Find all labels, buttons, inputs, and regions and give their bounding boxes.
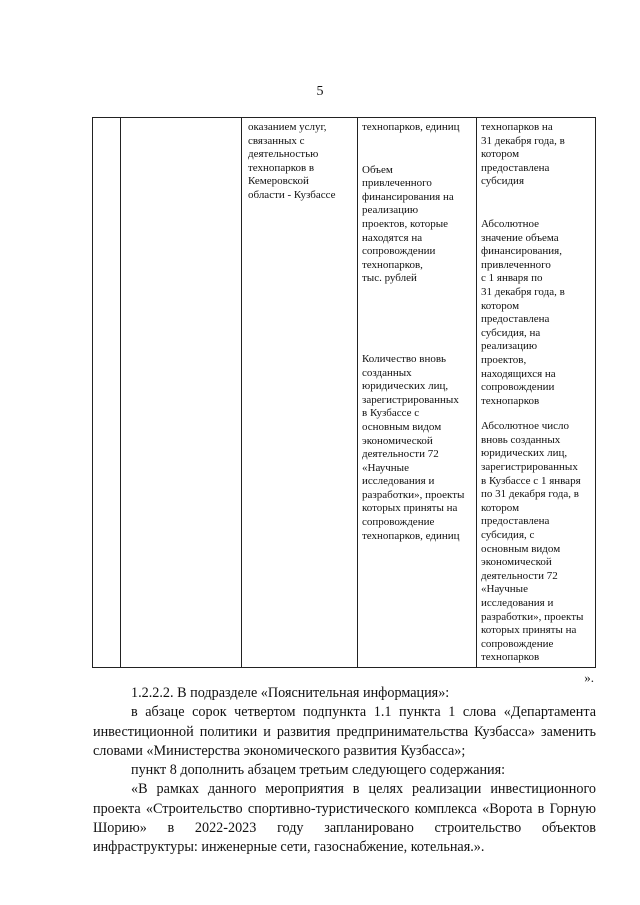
task-description: оказанием услуг, связанных с деятельностью технопарков в Кемеровской области - Кузбассе [248,121,336,201]
table-cell-col3 [242,118,358,668]
amendment-text [93,684,596,858]
indicator-method: технопарков на 31 декабря года, в котором предоставлена субсидия [481,121,565,188]
continuation-table [92,117,596,668]
indicator-method: Абсолютное число вновь созданных юридических лиц, зарегистрированных в Кузбассе с 1 января по 31 декабря года, в котором предоставлена субсидия, с основным видом экономической деятельности 72 «Научные исследования и разработки», проекты которых приняты на сопровождение технопарков [481,420,584,664]
table-row [93,118,596,668]
table-closing-quote: ». [584,670,594,685]
table-cell-col4 [358,118,477,668]
page-number: 5 [316,84,324,99]
indicator-name: технопарков, единиц [362,121,460,133]
paragraph: 1.2.2.2. В подразделе «Пояснительная информация»: [131,685,450,701]
table-cell-col2 [121,118,242,668]
table-cell-col5 [477,118,596,668]
paragraph: в абзаце сорок четвертом подпункта 1.1 пункта 1 слова «Департамента инвестиционной политики и развития предпринимательства Кузбасса» заменить словами «Министерства экономического развития Кузбасса»; [93,704,596,759]
indicator-name: Объем привлеченного финансирования на реализацию проектов, которые находятся на сопровождении технопарков, тыс. рублей [362,163,454,285]
indicator-method: Абсолютное значение объема финансирования, привлеченного с 1 января по 31 декабря года, в котором предоставлена субсидия, на реализацию проектов, находящихся на сопровождении технопарков [481,217,565,407]
table-cell-col1 [93,118,121,668]
indicator-name: Количество вновь созданных юридических лиц, зарегистрированных в Кузбассе с основным видом экономической деятельности 72 «Научные исследования и разработки», проекты которых приняты на сопровождение технопарков, единиц [362,352,465,542]
paragraph: пункт 8 дополнить абзацем третьим следующего содержания: [131,762,506,779]
paragraph: «В рамках данного мероприятия в целях реализации инвестиционного проекта «Строительство спортивно-туристического комплекса «Ворота в Горную Шорию» в 2022-2023 году запланировано строительство объектов инфраструктуры: инженерные сети, газоснабжение, котельная.». [93,781,596,856]
